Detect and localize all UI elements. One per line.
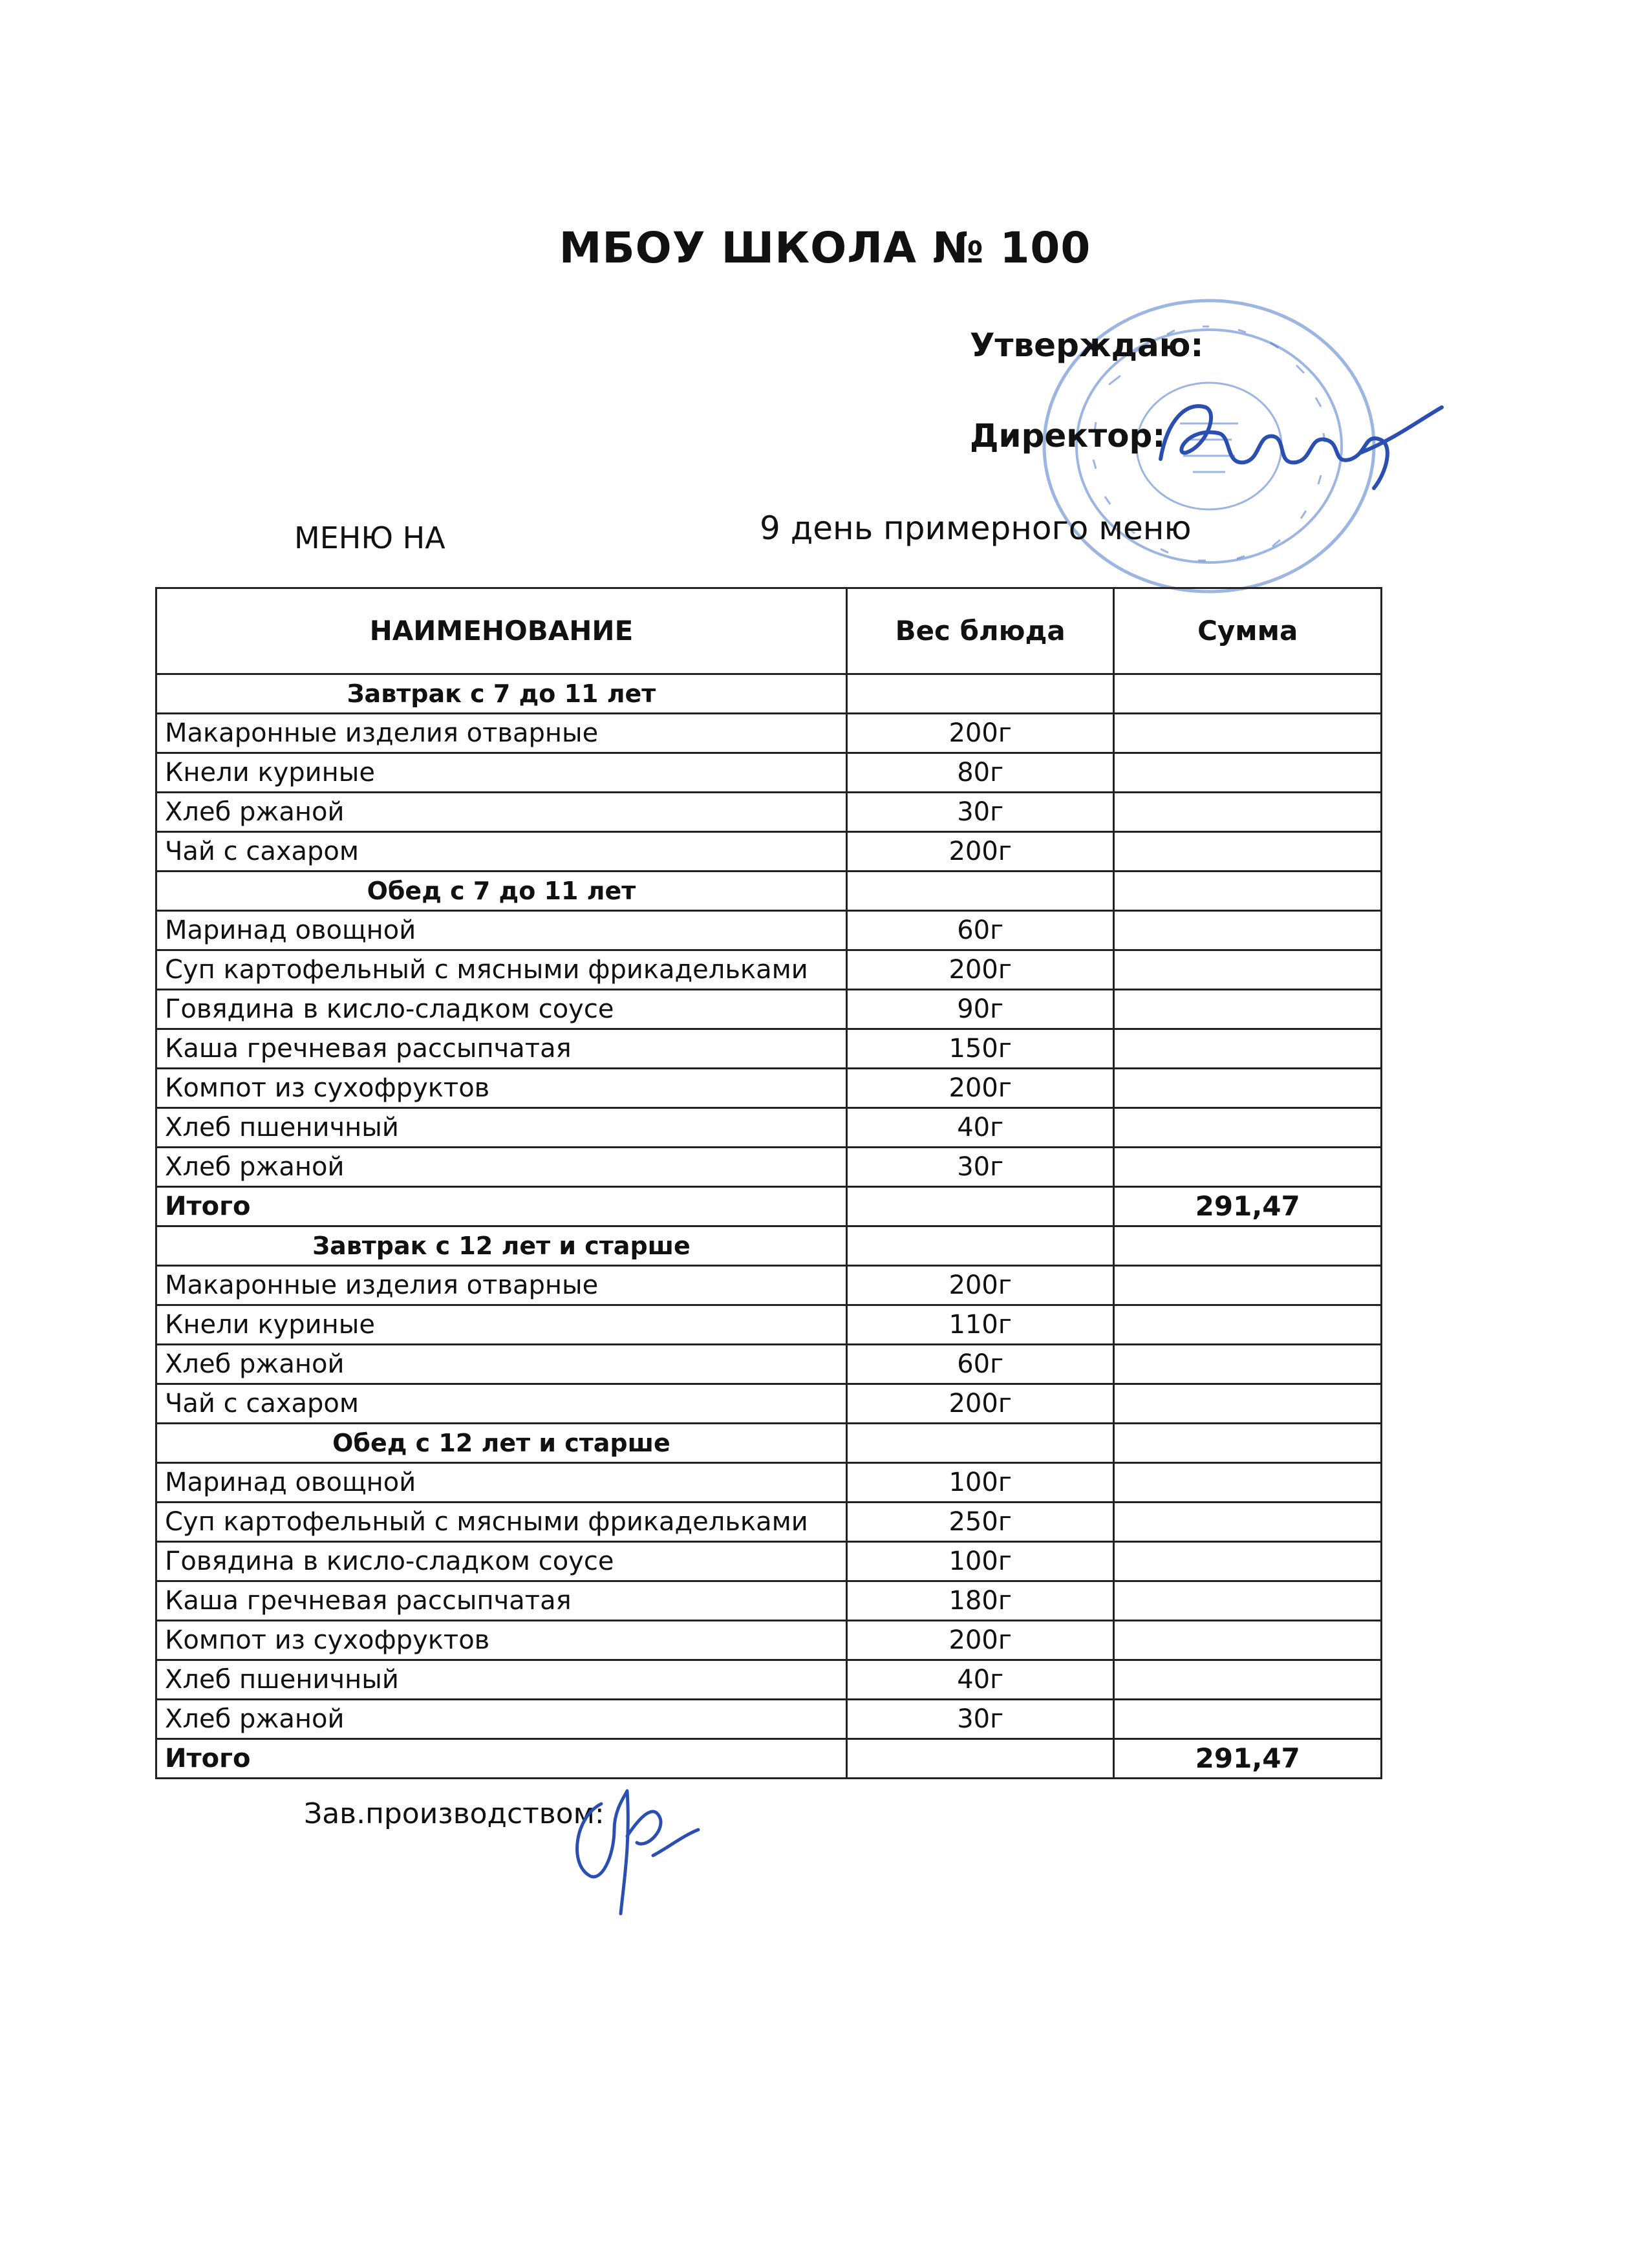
- dish-sum-cell: 291,47: [1114, 1187, 1382, 1226]
- dish-name-cell: Компот из сухофруктов: [156, 1621, 847, 1660]
- dish-sum-cell: [1114, 1581, 1382, 1621]
- dish-sum-cell: [1114, 1069, 1382, 1108]
- table-row: [156, 1384, 1382, 1424]
- section-row: [156, 872, 1382, 911]
- dish-weight-cell: 40г: [846, 1660, 1114, 1700]
- dish-weight-cell: 30г: [846, 1148, 1114, 1187]
- table-row: [156, 1108, 1382, 1148]
- table-row: [156, 832, 1382, 872]
- dish-sum-cell: [1114, 753, 1382, 793]
- dish-weight-cell: 250г: [846, 1503, 1114, 1542]
- director-label: Директор:: [970, 417, 1166, 455]
- dish-sum-cell: [1114, 1503, 1382, 1542]
- table-row: [156, 1345, 1382, 1384]
- dish-sum-cell: [1114, 990, 1382, 1029]
- table-row: [156, 1305, 1382, 1345]
- table-row: [156, 1029, 1382, 1069]
- dish-weight-cell: 200г: [846, 950, 1114, 990]
- dish-sum-cell: [1114, 950, 1382, 990]
- table-row: [156, 1463, 1382, 1503]
- dish-weight-cell: 200г: [846, 1069, 1114, 1108]
- dish-name-cell: Чай с сахаром: [156, 832, 847, 872]
- dish-name-cell: Компот из сухофруктов: [156, 1069, 847, 1108]
- dish-name-cell: Суп картофельный с мясными фрикадельками: [156, 1503, 847, 1542]
- dish-name-cell: Хлеб пшеничный: [156, 1660, 847, 1700]
- dish-weight-cell: 200г: [846, 1384, 1114, 1424]
- production-signature-icon: [562, 1765, 705, 1920]
- table-row: [156, 1581, 1382, 1621]
- dish-name-cell: Хлеб пшеничный: [156, 1108, 847, 1148]
- dish-sum-cell: [1114, 1424, 1382, 1463]
- production-head-label: Зав.производством:: [304, 1797, 605, 1830]
- dish-sum-cell: [1114, 1305, 1382, 1345]
- table-row: [156, 1542, 1382, 1581]
- dish-name-cell: Хлеб ржаной: [156, 793, 847, 832]
- dish-sum-cell: [1114, 793, 1382, 832]
- dish-sum-cell: [1114, 1700, 1382, 1739]
- dish-weight-cell: 200г: [846, 1621, 1114, 1660]
- dish-weight-cell: 40г: [846, 1108, 1114, 1148]
- dish-weight-cell: 60г: [846, 1345, 1114, 1384]
- dish-sum-cell: [1114, 1621, 1382, 1660]
- dish-weight-cell: [846, 872, 1114, 911]
- table-row: [156, 1148, 1382, 1187]
- table-row: [156, 1266, 1382, 1305]
- dish-name-cell: Хлеб ржаной: [156, 1700, 847, 1739]
- dish-name-cell: Хлеб ржаной: [156, 1148, 847, 1187]
- dish-sum-cell: [1114, 911, 1382, 950]
- menu-table: [155, 587, 1382, 1779]
- dish-sum-cell: [1114, 832, 1382, 872]
- dish-weight-cell: 90г: [846, 990, 1114, 1029]
- dish-name-cell: Кнели куриные: [156, 753, 847, 793]
- dish-sum-cell: [1114, 872, 1382, 911]
- dish-name-cell: Говядина в кисло-сладком соусе: [156, 990, 847, 1029]
- dish-sum-cell: [1114, 1384, 1382, 1424]
- dish-weight-cell: [846, 1187, 1114, 1226]
- table-row: [156, 950, 1382, 990]
- dish-weight-cell: 30г: [846, 1700, 1114, 1739]
- table-row: [156, 990, 1382, 1029]
- total-row: [156, 1187, 1382, 1226]
- dish-weight-cell: 100г: [846, 1463, 1114, 1503]
- dish-name-cell: Макаронные изделия отварные: [156, 714, 847, 753]
- section-row: [156, 674, 1382, 714]
- table-header-row: [156, 588, 1382, 674]
- dish-weight-cell: [846, 1226, 1114, 1266]
- menu-day-label: 9 день примерного меню: [760, 509, 1192, 547]
- dish-weight-cell: 30г: [846, 793, 1114, 832]
- dish-sum-cell: 291,47: [1114, 1739, 1382, 1779]
- dish-name-cell: Завтрак с 12 лет и старше: [156, 1226, 847, 1266]
- dish-sum-cell: [1114, 1226, 1382, 1266]
- dish-name-cell: Маринад овощной: [156, 911, 847, 950]
- dish-weight-cell: [846, 674, 1114, 714]
- dish-sum-cell: [1114, 1148, 1382, 1187]
- dish-sum-cell: [1114, 1029, 1382, 1069]
- dish-name-cell: Макаронные изделия отварные: [156, 1266, 847, 1305]
- table-row: [156, 714, 1382, 753]
- column-header-weight: Вес блюда: [846, 588, 1114, 674]
- dish-name-cell: Каша гречневая рассыпчатая: [156, 1029, 847, 1069]
- column-header-sum: Сумма: [1114, 588, 1382, 674]
- dish-weight-cell: 150г: [846, 1029, 1114, 1069]
- dish-name-cell: Итого: [156, 1739, 847, 1779]
- dish-name-cell: Завтрак с 7 до 11 лет: [156, 674, 847, 714]
- dish-weight-cell: 80г: [846, 753, 1114, 793]
- dish-sum-cell: [1114, 1266, 1382, 1305]
- dish-weight-cell: 60г: [846, 911, 1114, 950]
- dish-weight-cell: 200г: [846, 1266, 1114, 1305]
- table-row: [156, 1660, 1382, 1700]
- dish-sum-cell: [1114, 674, 1382, 714]
- dish-name-cell: Маринад овощной: [156, 1463, 847, 1503]
- table-row: [156, 911, 1382, 950]
- school-title: МБОУ ШКОЛА № 100: [559, 223, 1091, 273]
- table-row: [156, 793, 1382, 832]
- table-row: [156, 1069, 1382, 1108]
- dish-name-cell: Кнели куриные: [156, 1305, 847, 1345]
- dish-name-cell: Суп картофельный с мясными фрикадельками: [156, 950, 847, 990]
- dish-name-cell: Хлеб ржаной: [156, 1345, 847, 1384]
- dish-sum-cell: [1114, 1108, 1382, 1148]
- dish-name-cell: Говядина в кисло-сладком соусе: [156, 1542, 847, 1581]
- dish-name-cell: Каша гречневая рассыпчатая: [156, 1581, 847, 1621]
- dish-sum-cell: [1114, 1660, 1382, 1700]
- dish-sum-cell: [1114, 714, 1382, 753]
- dish-sum-cell: [1114, 1345, 1382, 1384]
- section-row: [156, 1226, 1382, 1266]
- table-row: [156, 1621, 1382, 1660]
- table-row: [156, 753, 1382, 793]
- dish-weight-cell: 100г: [846, 1542, 1114, 1581]
- menu-on-label: МЕНЮ НА: [294, 520, 445, 555]
- dish-sum-cell: [1114, 1463, 1382, 1503]
- dish-sum-cell: [1114, 1542, 1382, 1581]
- dish-weight-cell: 180г: [846, 1581, 1114, 1621]
- dish-name-cell: Обед с 7 до 11 лет: [156, 872, 847, 911]
- dish-name-cell: Итого: [156, 1187, 847, 1226]
- dish-weight-cell: 200г: [846, 832, 1114, 872]
- dish-weight-cell: [846, 1739, 1114, 1779]
- table-row: [156, 1700, 1382, 1739]
- dish-weight-cell: 200г: [846, 714, 1114, 753]
- approve-label: Утверждаю:: [970, 326, 1204, 364]
- dish-name-cell: Чай с сахаром: [156, 1384, 847, 1424]
- director-signature-icon: [1148, 381, 1452, 498]
- total-row: [156, 1739, 1382, 1779]
- section-row: [156, 1424, 1382, 1463]
- dish-name-cell: Обед с 12 лет и старше: [156, 1424, 847, 1463]
- dish-weight-cell: 110г: [846, 1305, 1114, 1345]
- dish-weight-cell: [846, 1424, 1114, 1463]
- table-row: [156, 1503, 1382, 1542]
- column-header-name: НАИМЕНОВАНИЕ: [156, 588, 847, 674]
